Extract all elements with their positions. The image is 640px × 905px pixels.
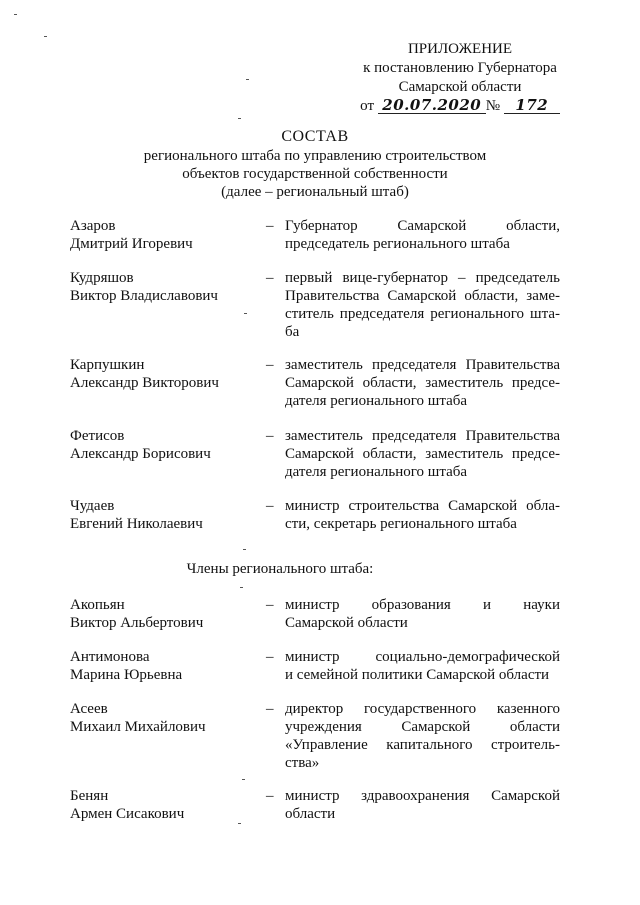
person-name [70, 497, 260, 533]
position-line: учреждения Самарской области [285, 719, 560, 735]
position-line: ства» [285, 755, 320, 771]
appendix-block [340, 40, 580, 116]
entry-dash: – [266, 357, 274, 373]
person-given-name: Михаил Михайлович [70, 719, 206, 735]
person-position [285, 217, 560, 253]
position-line: области [285, 806, 336, 822]
entry-dash: – [266, 597, 274, 613]
decree-date: 20.07.2020 [378, 97, 486, 114]
entry-benyan [70, 787, 560, 877]
position-line: и семейной политики Самарской области [285, 667, 550, 683]
position-line: дателя регионального штаба [285, 464, 468, 480]
person-position [285, 497, 560, 533]
entry-dash: – [266, 270, 274, 286]
position-line: «Управление капитального строитель- [285, 737, 560, 753]
entry-kudryashov [70, 269, 560, 359]
person-surname: Фетисов [70, 428, 125, 444]
person-surname: Акопьян [70, 597, 125, 613]
scan-speck [238, 823, 241, 824]
position-line: Правительства Самарской области, заме- [285, 288, 560, 304]
title-line-4: (далее – региональный штаб) [221, 184, 409, 200]
decree-number: 172 [504, 97, 560, 114]
person-name [70, 596, 260, 632]
position-line: ститель председателя регионального шта- [285, 306, 560, 322]
person-name [70, 269, 260, 305]
scan-speck [242, 779, 245, 780]
person-position [285, 648, 560, 684]
members-heading: Члены регионального штаба: [186, 561, 374, 577]
person-surname: Карпушкин [70, 357, 145, 373]
person-name [70, 648, 260, 684]
appendix-decree-line: к постановлению Губернатора [363, 60, 557, 76]
scan-speck [238, 118, 241, 119]
person-position [285, 427, 560, 481]
position-line: министр строительства Самарской обла- [285, 498, 560, 514]
position-line: Самарской области [285, 615, 408, 631]
document-title [80, 128, 550, 201]
person-position [285, 269, 560, 341]
person-position [285, 700, 560, 772]
person-given-name: Виктор Владиславович [70, 288, 218, 304]
scan-speck [14, 14, 17, 15]
person-name [70, 217, 260, 253]
person-position [285, 787, 560, 823]
position-line: министр социально-демографической [285, 649, 560, 665]
position-line: ба [285, 324, 300, 340]
scan-speck [240, 587, 243, 588]
title-line-3: объектов государственной собственности [182, 166, 448, 182]
person-surname: Азаров [70, 218, 116, 234]
entry-dash: – [266, 428, 274, 444]
position-line: министр здравоохранения Самарской [285, 788, 560, 804]
entry-dash: – [266, 649, 274, 665]
person-given-name: Виктор Альбертович [70, 615, 204, 631]
position-line: председатель регионального штаба [285, 236, 510, 252]
position-line: заместитель председателя Правительства [285, 428, 560, 444]
person-given-name: Армен Сисакович [70, 806, 185, 822]
position-line: Губернатор Самарской области, [285, 218, 560, 234]
person-name [70, 787, 260, 823]
person-name [70, 700, 260, 736]
scan-speck [246, 79, 249, 80]
person-surname: Чудаев [70, 498, 115, 514]
appendix-heading: ПРИЛОЖЕНИЕ [407, 41, 513, 57]
person-surname: Антимонова [70, 649, 150, 665]
scan-speck [243, 549, 246, 550]
person-name [70, 356, 260, 392]
person-surname: Бенян [70, 788, 109, 804]
person-given-name: Евгений Николаевич [70, 516, 203, 532]
title-composition: СОСТАВ [281, 128, 349, 145]
appendix-date-number-line [340, 97, 580, 116]
date-prefix: от [360, 98, 375, 114]
entry-dash: – [266, 788, 274, 804]
title-line-2: регионального штаба по управлению строительством [143, 148, 487, 164]
person-position [285, 356, 560, 410]
position-line: министр образования и науки [285, 597, 560, 613]
position-line: директор государственного казенного [285, 701, 560, 717]
scan-speck [244, 313, 247, 314]
person-name [70, 427, 260, 463]
person-given-name: Дмитрий Игоревич [70, 236, 193, 252]
entry-dash: – [266, 701, 274, 717]
position-line: Самарской области, заместитель предсе- [285, 375, 560, 391]
position-line: дателя регионального штаба [285, 393, 468, 409]
person-surname: Кудряшов [70, 270, 134, 286]
position-line: заместитель председателя Правительства [285, 357, 560, 373]
position-line: Самарской области, заместитель предсе- [285, 446, 560, 462]
person-surname: Асеев [70, 701, 108, 717]
entry-dash: – [266, 498, 274, 514]
scan-speck [44, 36, 47, 37]
person-position [285, 596, 560, 632]
position-line: сти, секретарь регионального штаба [285, 516, 517, 532]
entry-dash: – [266, 218, 274, 234]
person-given-name: Александр Викторович [70, 375, 219, 391]
number-prefix: № [485, 98, 501, 114]
person-given-name: Марина Юрьевна [70, 667, 183, 683]
appendix-region-line: Самарской области [398, 79, 522, 95]
entry-aseev [70, 700, 560, 790]
person-given-name: Александр Борисович [70, 446, 211, 462]
position-line: первый вице-губернатор – председатель [285, 270, 560, 286]
